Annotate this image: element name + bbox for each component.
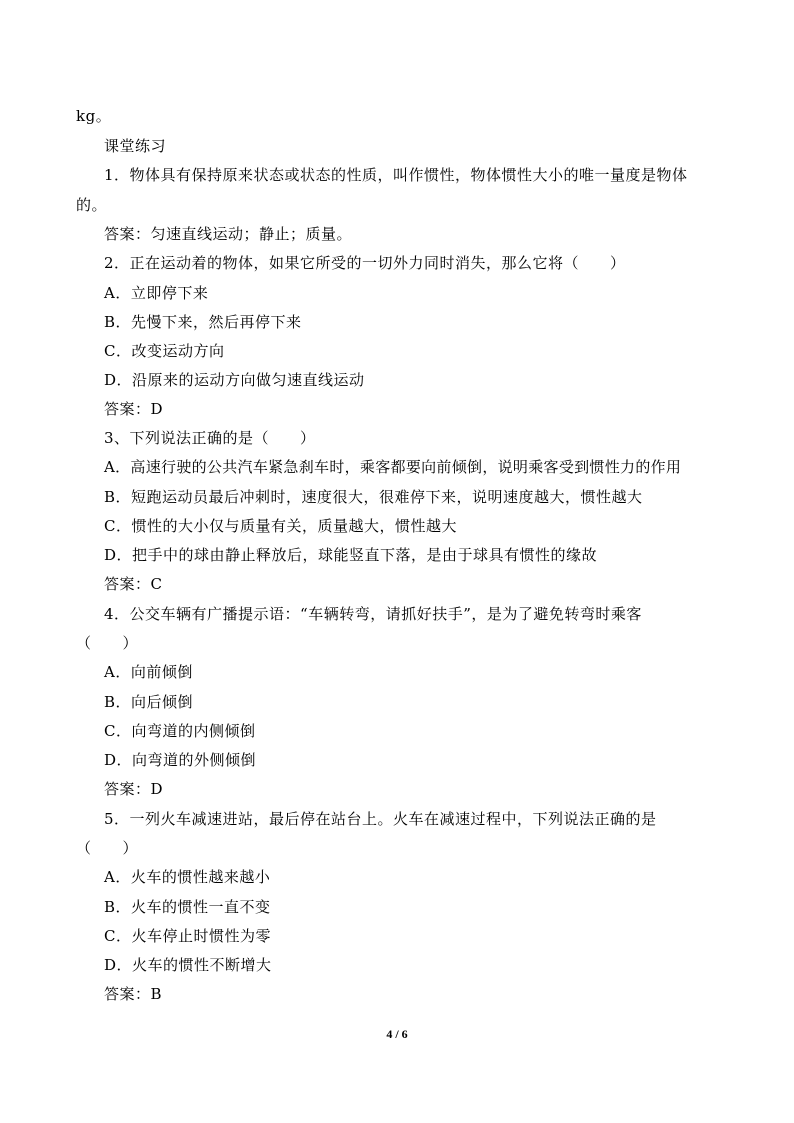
section-title: 课堂练习	[104, 137, 167, 155]
question-4-option-d: D．向弯道的外侧倾倒	[104, 751, 257, 769]
question-4-answer: 答案：D	[104, 780, 164, 798]
continuation-text: kg。	[76, 107, 112, 125]
question-2-stem: 2．正在运动着的物体，如果它所受的一切外力同时消失，那么它将（ ）	[104, 254, 626, 272]
question-2-option-a: A．立即停下来	[104, 284, 209, 302]
question-2-option-c: C．改变运动方向	[104, 342, 225, 360]
question-5-option-d: D．火车的惯性不断增大	[104, 956, 272, 974]
question-5-stem-continued: （ ）	[76, 839, 139, 857]
question-3-stem: 3、下列说法正确的是（ ）	[104, 429, 316, 447]
question-4-option-b: B．向后倾倒	[104, 693, 194, 711]
question-5-stem: 5．一列火车减速进站，最后停在站台上。火车在减速过程中，下列说法正确的是	[104, 810, 657, 828]
page-number: 4 / 6	[386, 1027, 408, 1041]
question-3-option-a: A．高速行驶的公共汽车紧急刹车时，乘客都要向前倾倒，说明乘客受到惯性力的作用	[104, 458, 682, 476]
question-1-stem-continued: 的。	[76, 196, 108, 214]
question-1-answer: 答案：匀速直线运动；静止；质量。	[104, 225, 353, 243]
question-4-option-c: C．向弯道的内侧倾倒	[104, 722, 256, 740]
question-2-option-d: D．沿原来的运动方向做匀速直线运动	[104, 371, 365, 389]
question-4-option-a: A．向前倾倒	[104, 663, 193, 681]
question-5-option-b: B．火车的惯性一直不变	[104, 898, 271, 916]
question-2-answer: 答案：D	[104, 400, 164, 418]
question-3-option-b: B．短跑运动员最后冲刺时，速度很大，很难停下来，说明速度越大，惯性越大	[104, 488, 643, 506]
question-3-option-d: D．把手中的球由静止释放后，球能竖直下落，是由于球具有惯性的缘故	[104, 546, 598, 564]
question-1-stem: 1．物体具有保持原来状态或状态的性质，叫作惯性，物体惯性大小的唯一量度是物体	[104, 166, 688, 184]
question-4-stem: 4．公交车辆有广播提示语：“车辆转弯，请抓好扶手”，是为了避免转弯时乘客	[104, 605, 642, 623]
question-4-stem-continued: （ ）	[76, 634, 139, 652]
question-5-answer: 答案：B	[104, 985, 163, 1003]
question-5-option-a: A．火车的惯性越来越小	[104, 868, 271, 886]
question-3-option-c: C．惯性的大小仅与质量有关，质量越大，惯性越大	[104, 517, 457, 535]
question-3-answer: 答案：C	[104, 575, 163, 593]
question-2-option-b: B．先慢下来，然后再停下来	[104, 313, 302, 331]
question-5-option-c: C．火车停止时惯性为零	[104, 927, 271, 945]
